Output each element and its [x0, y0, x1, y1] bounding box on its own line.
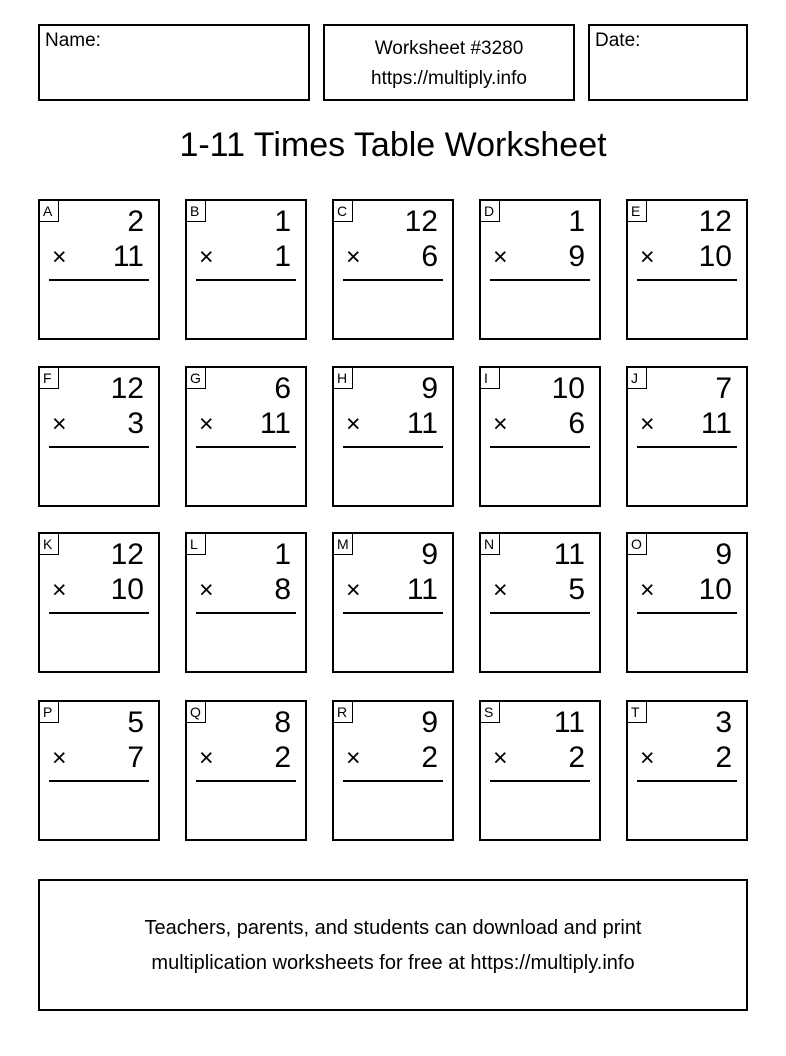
answer-line	[343, 279, 443, 281]
multiplier: 6	[568, 407, 585, 440]
multiply-sign: ×	[640, 243, 655, 271]
footer-line-2: multiplication worksheets for free at https://multiply.info	[151, 952, 635, 974]
problem-card[interactable]	[185, 366, 307, 507]
answer-line	[637, 446, 737, 448]
multiply-sign: ×	[493, 576, 508, 604]
problem-label: Q	[186, 701, 206, 723]
multiplier: 11	[700, 407, 732, 440]
multiply-sign: ×	[346, 744, 361, 772]
problem-card[interactable]	[185, 199, 307, 340]
problem-card[interactable]	[332, 199, 454, 340]
problem-label: M	[333, 533, 353, 555]
multiplicand: 9	[421, 706, 438, 739]
problem-card[interactable]	[479, 366, 601, 507]
multiplier: 11	[259, 407, 291, 440]
answer-line	[196, 279, 296, 281]
multiplicand: 1	[568, 205, 585, 238]
multiplier: 11	[406, 573, 438, 606]
multiply-sign: ×	[52, 410, 67, 438]
problem-label: N	[480, 533, 500, 555]
multiply-sign: ×	[199, 410, 214, 438]
problem-label: J	[627, 367, 647, 389]
problem-label: I	[480, 367, 500, 389]
multiplicand: 3	[715, 706, 732, 739]
answer-line	[49, 446, 149, 448]
problem-label: R	[333, 701, 353, 723]
multiplicand: 1	[274, 538, 291, 571]
problem-card[interactable]	[626, 366, 748, 507]
problem-label: A	[39, 200, 59, 222]
name-box[interactable]	[38, 24, 310, 101]
multiply-sign: ×	[493, 410, 508, 438]
multiplicand: 9	[421, 372, 438, 405]
worksheet-info-box	[323, 24, 575, 101]
multiplier: 6	[421, 240, 438, 273]
problem-label: E	[627, 200, 647, 222]
multiplicand: 5	[127, 706, 144, 739]
multiplier: 3	[127, 407, 144, 440]
answer-line	[49, 279, 149, 281]
multiplier: 2	[568, 741, 585, 774]
multiply-sign: ×	[346, 243, 361, 271]
multiplier: 7	[127, 741, 144, 774]
problem-label: K	[39, 533, 59, 555]
problem-card[interactable]	[332, 532, 454, 673]
problem-label: D	[480, 200, 500, 222]
problem-label: T	[627, 701, 647, 723]
answer-line	[490, 279, 590, 281]
multiplicand: 9	[715, 538, 732, 571]
answer-line	[343, 780, 443, 782]
multiplicand: 9	[421, 538, 438, 571]
multiplicand: 6	[274, 372, 291, 405]
multiply-sign: ×	[640, 576, 655, 604]
problem-card[interactable]	[479, 199, 601, 340]
multiply-sign: ×	[52, 243, 67, 271]
problem-label: S	[480, 701, 500, 723]
problem-card[interactable]	[38, 366, 160, 507]
problem-card[interactable]	[185, 700, 307, 841]
date-label: Date:	[595, 30, 641, 51]
problem-label: H	[333, 367, 353, 389]
problem-card[interactable]	[479, 700, 601, 841]
problem-card[interactable]	[332, 700, 454, 841]
multiplier: 1	[274, 240, 291, 273]
answer-line	[196, 780, 296, 782]
problem-label: G	[186, 367, 206, 389]
problem-label: C	[333, 200, 353, 222]
multiplier: 2	[421, 741, 438, 774]
footer-box	[38, 879, 748, 1011]
problem-card[interactable]	[332, 366, 454, 507]
multiplier: 10	[698, 573, 732, 606]
answer-line	[637, 612, 737, 614]
answer-line	[196, 446, 296, 448]
multiplicand: 11	[553, 538, 585, 571]
multiplicand: 2	[127, 205, 144, 238]
problem-card[interactable]	[626, 532, 748, 673]
name-label: Name:	[45, 30, 101, 51]
answer-line	[637, 279, 737, 281]
problem-card[interactable]	[38, 700, 160, 841]
multiplier: 9	[568, 240, 585, 273]
multiplier: 11	[112, 240, 144, 273]
answer-line	[343, 446, 443, 448]
multiply-sign: ×	[640, 744, 655, 772]
multiplicand: 12	[110, 538, 144, 571]
answer-line	[490, 612, 590, 614]
multiplicand: 12	[698, 205, 732, 238]
problem-card[interactable]	[626, 199, 748, 340]
answer-line	[343, 612, 443, 614]
multiply-sign: ×	[493, 243, 508, 271]
answer-line	[637, 780, 737, 782]
worksheet-url: https://multiply.info	[371, 68, 527, 89]
multiplier: 8	[274, 573, 291, 606]
multiplier: 10	[110, 573, 144, 606]
multiplicand: 12	[110, 372, 144, 405]
multiply-sign: ×	[199, 243, 214, 271]
problem-card[interactable]	[38, 199, 160, 340]
answer-line	[49, 612, 149, 614]
answer-line	[196, 612, 296, 614]
answer-line	[49, 780, 149, 782]
multiplier: 2	[715, 741, 732, 774]
problem-card[interactable]	[479, 532, 601, 673]
problem-label: L	[186, 533, 206, 555]
multiply-sign: ×	[493, 744, 508, 772]
multiplicand: 11	[553, 706, 585, 739]
multiply-sign: ×	[52, 744, 67, 772]
footer-line-1: Teachers, parents, and students can download and print	[144, 917, 642, 939]
multiply-sign: ×	[199, 576, 214, 604]
problem-card[interactable]	[626, 700, 748, 841]
multiplicand: 7	[715, 372, 732, 405]
multiply-sign: ×	[346, 410, 361, 438]
problem-card[interactable]	[185, 532, 307, 673]
problem-label: B	[186, 200, 206, 222]
multiply-sign: ×	[640, 410, 655, 438]
multiply-sign: ×	[346, 576, 361, 604]
multiplicand: 10	[551, 372, 585, 405]
multiplier: 10	[698, 240, 732, 273]
answer-line	[490, 780, 590, 782]
multiply-sign: ×	[199, 744, 214, 772]
multiply-sign: ×	[52, 576, 67, 604]
multiplier: 5	[568, 573, 585, 606]
multiplier: 11	[406, 407, 438, 440]
problem-card[interactable]	[38, 532, 160, 673]
multiplicand: 8	[274, 706, 291, 739]
problem-label: F	[39, 367, 59, 389]
worksheet-number: Worksheet #3280	[374, 38, 524, 59]
multiplicand: 12	[404, 205, 438, 238]
multiplier: 2	[274, 741, 291, 774]
problem-label: P	[39, 701, 59, 723]
answer-line	[490, 446, 590, 448]
problem-label: O	[627, 533, 647, 555]
date-box[interactable]	[588, 24, 748, 101]
multiplicand: 1	[274, 205, 291, 238]
worksheet-title: 1-11 Times Table Worksheet	[179, 126, 607, 164]
